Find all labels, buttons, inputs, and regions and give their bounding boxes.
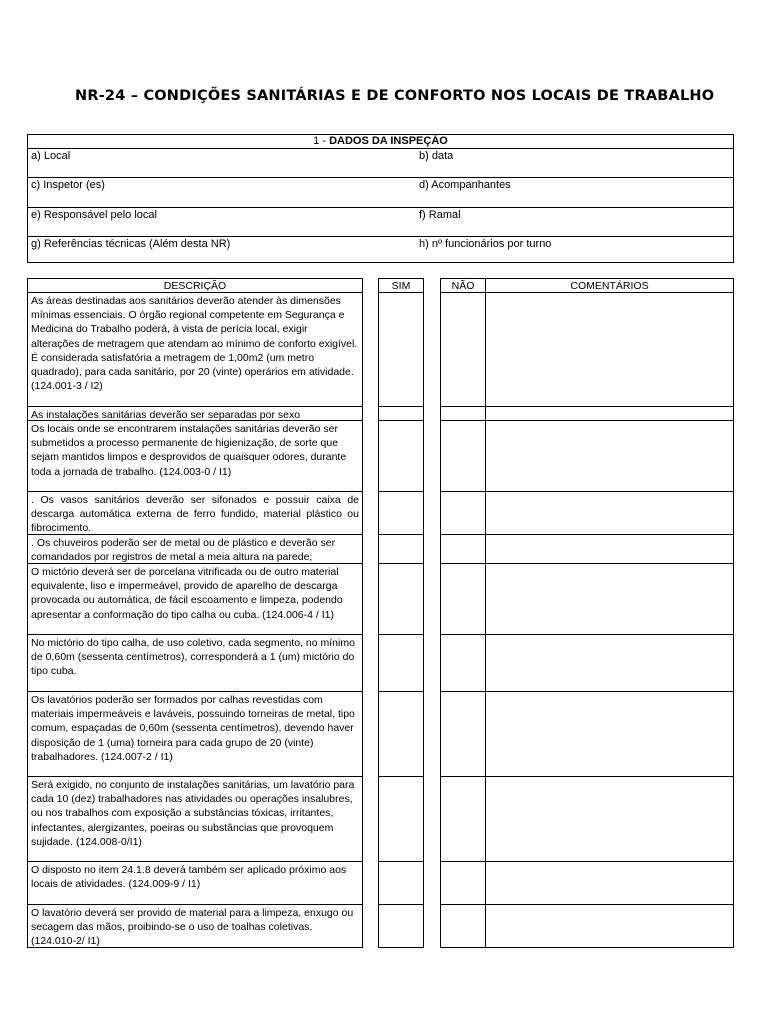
checklist-item-description: O mictório deverá ser de porcelana vitrificada ou de outro material equivalente, liso e impermeável, provido de aparelho de descarga provocada ou automática, de fácil escoamento e limpeza, podendo apresentar a conformação do tipo calha ou cuba. (124.006-4 / I1) <box>27 563 363 635</box>
checklist-item-description: Os locais onde se encontrarem instalações sanitárias deverão ser submetidos a processo permanente de higienização, de sorte que sejam mantidos limpos e desprovidos de quaisquer odores, durante toda a jornada de trabalho. (124.003-0 / I1) <box>27 420 363 492</box>
checkbox-yes[interactable] <box>378 420 424 492</box>
field-responsible[interactable]: e) Responsável pelo local <box>31 209 157 221</box>
checkbox-no[interactable] <box>440 491 486 535</box>
checkbox-yes[interactable] <box>378 904 424 948</box>
checkbox-no[interactable] <box>440 904 486 948</box>
field-local[interactable]: a) Local <box>31 150 71 162</box>
header-comments: COMENTÁRIOS <box>485 278 734 293</box>
comment-cell[interactable] <box>485 491 734 535</box>
checkbox-yes[interactable] <box>378 292 424 407</box>
field-inspector[interactable]: c) Inspetor (es) <box>31 179 105 191</box>
field-data[interactable]: b) data <box>419 150 454 162</box>
checklist-item-description: . Os chuveiros poderão ser de metal ou de plástico e deverão ser comandados por registros de metal a meia altura na parede; <box>27 534 363 564</box>
checkbox-no[interactable] <box>440 292 486 407</box>
checklist-item-description: Será exigido, no conjunto de instalações sanitárias, um lavatório para cada 10 (dez) trabalhadores nas atividades ou operações insalubres, ou nos trabalhos com exposição a substâncias tóxicas, irritantes, infectantes, alergizantes, poeiras ou substâncias que provoquem sujidade. (124.008-0/I1) <box>27 776 363 862</box>
checkbox-yes[interactable] <box>378 861 424 905</box>
comment-cell[interactable] <box>485 776 734 862</box>
checkbox-yes[interactable] <box>378 563 424 635</box>
checkbox-no[interactable] <box>440 406 486 421</box>
header-description: DESCRIÇÃO <box>27 278 363 293</box>
checkbox-no[interactable] <box>440 691 486 777</box>
checklist-item-description: As instalações sanitárias deverão ser separadas por sexo <box>27 406 363 421</box>
comment-cell[interactable] <box>485 406 734 421</box>
comment-cell[interactable] <box>485 563 734 635</box>
checklist-item-description: No mictório do tipo calha, de uso coletivo, cada segmento, no mínimo de 0,60m (sessenta centímetros), corresponderá a 1 (um) mictório do tipo cuba. <box>27 634 363 692</box>
field-employees-per-shift[interactable]: h) nº funcionários por turno <box>419 238 552 250</box>
field-technical-references[interactable]: g) Referências técnicas (Além desta NR) <box>31 238 231 250</box>
field-companions[interactable]: d) Acompanhantes <box>419 179 511 191</box>
document-title: NR-24 – CONDIÇÕES SANITÁRIAS E DE CONFORTO NOS LOCAIS DE TRABALHO <box>75 88 715 104</box>
checkbox-no[interactable] <box>440 563 486 635</box>
checkbox-no[interactable] <box>440 776 486 862</box>
field-extension[interactable]: f) Ramal <box>419 209 461 221</box>
checklist-item-description: Os lavatórios poderão ser formados por calhas revestidas com materiais impermeáveis e laváveis, possuindo torneiras de metal, tipo comum, espaçadas de 0,60m (sessenta centímetros), devendo haver disposição de 1 (uma) torneira para cada grupo de 20 (vinte) trabalhadores. (124.007-2 / I1) <box>27 691 363 777</box>
header-yes: SIM <box>378 278 424 293</box>
comment-cell[interactable] <box>485 292 734 407</box>
checklist-item-description: O lavatório deverá ser provido de material para a limpeza, enxugo ou secagem das mãos, proibindo-se o uso de toalhas coletivas. (124.010-2/ I1) <box>27 904 363 948</box>
checkbox-yes[interactable] <box>378 406 424 421</box>
checkbox-yes[interactable] <box>378 534 424 564</box>
checkbox-yes[interactable] <box>378 634 424 692</box>
checkbox-no[interactable] <box>440 420 486 492</box>
inspection-row-4 <box>28 237 733 264</box>
section-number: 1 <box>313 135 320 147</box>
inspection-row-3 <box>28 208 733 237</box>
checklist-item-description: O disposto no item 24.1.8 deverá também ser aplicado próximo aos locais de atividades. (124.009-9 / I1) <box>27 861 363 905</box>
inspection-data-box <box>27 134 734 263</box>
header-no: NÃO <box>440 278 486 293</box>
checkbox-no[interactable] <box>440 534 486 564</box>
comment-cell[interactable] <box>485 691 734 777</box>
checklist-item-description: . Os vasos sanitários deverão ser sifonados e possuir caixa de descarga automática externa de ferro fundido, material plástico ou fibrocimento. <box>27 491 363 535</box>
inspection-section-title: 1 - DADOS DA INSPEÇÃO <box>28 135 733 149</box>
comment-cell[interactable] <box>485 534 734 564</box>
checkbox-yes[interactable] <box>378 491 424 535</box>
comment-cell[interactable] <box>485 904 734 948</box>
checkbox-yes[interactable] <box>378 691 424 777</box>
inspection-row-2 <box>28 178 733 208</box>
checkbox-yes[interactable] <box>378 776 424 862</box>
checkbox-no[interactable] <box>440 861 486 905</box>
comment-cell[interactable] <box>485 861 734 905</box>
inspection-row-1 <box>28 149 733 178</box>
comment-cell[interactable] <box>485 420 734 492</box>
checklist-item-description: As áreas destinadas aos sanitários deverão atender às dimensões mínimas essenciais. O órgão regional competente em Segurança e Medicina do Trabalho poderá, à vista de perícia local, exigir alterações de metragem que atendam ao mínimo de conforto exigível. É considerada satisfatória a metragem de 1,00m2 (um metro quadrado), para cada sanitário, por 20 (vinte) operários em atividade. (124.001-3 / I2) <box>27 292 363 407</box>
section-title: DADOS DA INSPEÇÃO <box>329 135 448 147</box>
comment-cell[interactable] <box>485 634 734 692</box>
checkbox-no[interactable] <box>440 634 486 692</box>
